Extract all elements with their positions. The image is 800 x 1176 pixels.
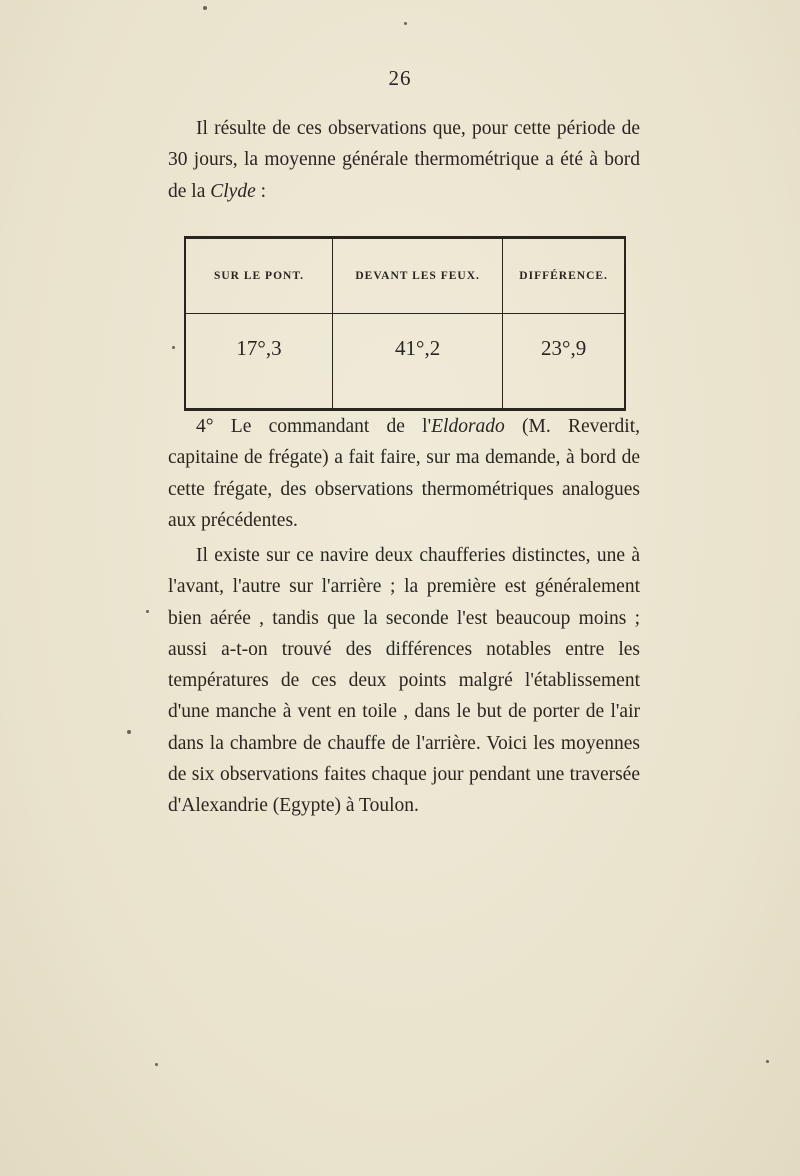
ship-name-eldorado: Eldorado (431, 416, 505, 437)
ink-speck (766, 1060, 769, 1063)
table-header-row (185, 238, 625, 314)
ship-name-clyde: Clyde (210, 180, 256, 202)
paragraph-eldorado (168, 411, 640, 536)
paragraph-chaufferies: Il existe sur ce navire deux chaufferies distinctes, une à l'avant, l'autre sur l'arrière ; la première est généralement bien aérée , tandis que la seconde l'est beaucoup moins ; aussi a-t-on trouvé des différences notables entre les températures de ces deux points malgré l'établissement d'une manche à vent en toile , dans le but de porter de l'air dans la chambre de chauffe de l'arrière. Voici les moyennes de six observations faites chaque jour pendant une traversée d'Alexandrie (Egypte) à Toulon. (168, 545, 640, 817)
column-header-difference: DIFFÉRENCE. (503, 238, 625, 314)
ink-speck (203, 6, 207, 10)
ink-speck (155, 1063, 158, 1066)
ink-speck (127, 730, 131, 734)
paragraph-eldorado-start: 4° Le commandant de l' (196, 416, 432, 437)
ink-speck (404, 22, 407, 25)
column-header-deck: SUR LE PONT. (185, 238, 333, 314)
paragraph-intro-text: Il résulte de ces observations que, pour cette période de 30 jours, la moyenne générale thermométrique a été à bord de la (168, 118, 640, 202)
paragraph-eldorado-text: (M. Reverdit, capitaine de frégate) a fait faire, sur ma demande, à bord de cette frégate, des observations thermométriques analogues aux précédentes. (168, 416, 640, 531)
page-number: 26 (388, 66, 412, 90)
value-difference: 23°,9 (503, 314, 625, 410)
ink-speck (172, 346, 175, 349)
value-deck: 17°,3 (185, 314, 333, 410)
temperature-table (184, 236, 626, 411)
paragraph-intro (168, 113, 640, 207)
table-row (185, 314, 625, 410)
paragraph-intro-end: : (255, 180, 267, 202)
column-header-fires: DEVANT LES FEUX. (333, 238, 503, 314)
value-fires: 41°,2 (333, 314, 503, 410)
ink-speck (146, 610, 149, 613)
